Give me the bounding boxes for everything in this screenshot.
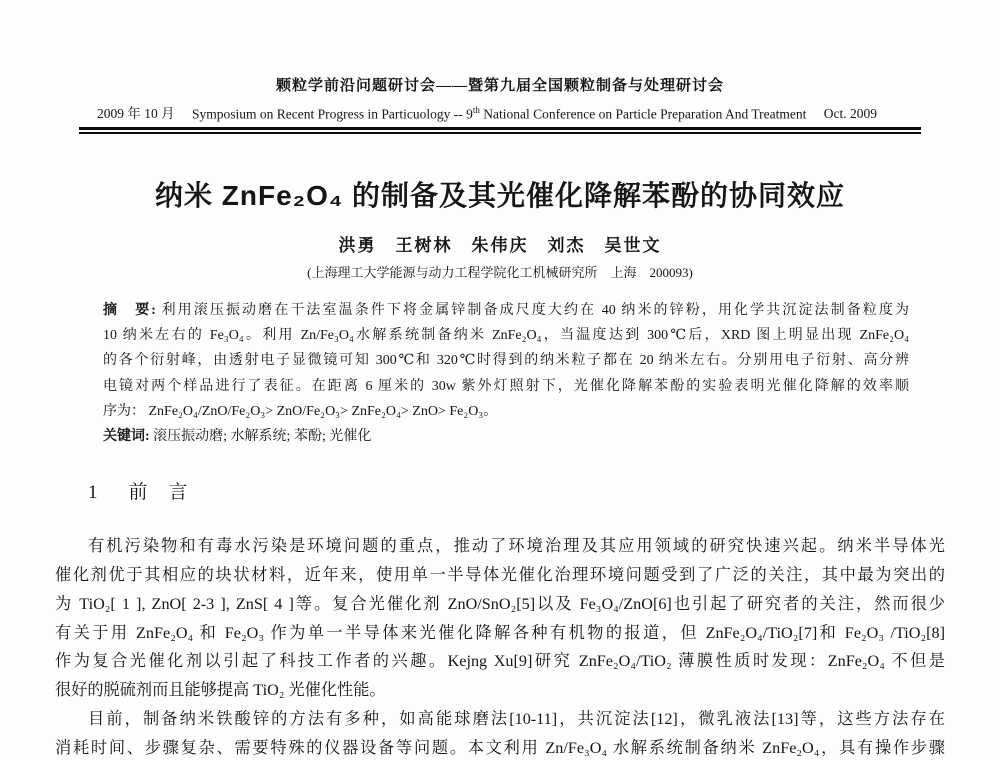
affiliation-line: (上海理工大学能源与动力工程学院化工机械研究所 上海 200093) — [307, 265, 693, 280]
abstract-line: 序为： ZnFe₂O₄/ZnO/Fe₂O₃> ZnO/Fe₂O₃> ZnFe₂O₄> ZnO> Fe₂O₃。 — [103, 403, 498, 419]
paragraph-line: 目前，制备纳米铁酸锌的方法有多种，如高能球磨法[10-11]，共沉淀法[12]，微乳液法[13]等，这些方法存在 — [88, 710, 945, 728]
abstract-text: 利用滚压振动磨在干法室温条件下将金属锌制备成尺度大约在 40 纳米的锌粉，用化学共沉淀法制备粒度为 — [161, 303, 910, 318]
paragraph-line: 为 TiO₂[ 1 ], ZnO[ 2-3 ], ZnS[ 4 ]等。复合光催化剂 ZnO/SnO₂[5]以及 Fe₃O₄/ZnO[6]也引起了研究者的关注，然而很少 — [55, 594, 945, 613]
paper-title: 纳米 ZnFe₂O₄ 的制备及其光催化降解苯酚的协同效应 — [154, 180, 845, 211]
abstract-block — [103, 298, 909, 449]
journal-info-line — [79, 102, 921, 122]
issue-date-en: Oct. 2009 — [823, 106, 877, 121]
abstract-line: 10 纳米左右的 Fe₃O₄。利用 Zn/Fe₃O₄水解系统制备纳米 ZnFe₂O₄，当温度达到 300℃后，XRD 图上明显出现 ZnFe₂O₄ — [103, 328, 909, 344]
ordinal-superscript: th — [472, 104, 480, 115]
paragraph-line: 消耗时间、步骤复杂、需要特殊的仪器设备等问题。本文利用 Zn/Fe₃O₄ 水解系统制备纳米 ZnFe₂O₄，具有操作步骤 — [55, 738, 945, 757]
section-title: 前 言 — [128, 482, 189, 504]
abstract-line: 的各个衍射峰，由透射电子显微镜可知 300℃和 320℃时得到的纳米粒子都在 20 纳米左右。分别用电子衍射、高分辨 — [103, 353, 909, 369]
paragraph-line: 催化剂优于其相应的块状材料，近年来，使用单一半导体光催化治理环境问题受到了广泛的关注，其中最为突出的 — [55, 566, 945, 585]
header-double-rule — [79, 127, 921, 134]
keywords-label: 关键词: — [103, 429, 154, 445]
conference-title-en-part1: Symposium on Recent Progress in Particuology -- 9 — [191, 106, 473, 121]
section-number: 1 — [88, 482, 99, 504]
conference-title-en-part2: National Conference on Particle Preparation And Treatment — [479, 106, 807, 121]
abstract-line: 电镜对两个样品进行了表征。在距离 6 厘米的 30w 紫外灯照射下，光催化降解苯酚的实验表明光催化降解的效率顺 — [103, 378, 909, 394]
paragraph-line: 很好的脱硫剂而且能够提高 TiO₂ 光催化性能。 — [55, 681, 386, 700]
section-heading — [88, 481, 1000, 505]
paragraph-line: 有关于用 ZnFe₂O₄ 和 Fe₂O₃ 作为单一半导体来光催化降解各种有机物的报道，但 ZnFe₂O₄/TiO₂[7]和 Fe₂O₃ /TiO₂[8] — [55, 623, 945, 642]
conference-title-cn: 颗粒学前沿问题研讨会——暨第九届全国颗粒制备与处理研讨会 — [275, 78, 724, 94]
introduction-text — [55, 532, 945, 760]
journal-header — [79, 0, 921, 134]
abstract-line — [103, 298, 909, 323]
keywords-line — [103, 424, 909, 449]
paragraph-line: 作为复合光催化剂以引起了科技工作者的兴趣。Kejng Xu[9]研究 ZnFe₂O₄/TiO₂ 薄膜性质时发现：ZnFe₂O₄ 不但是 — [55, 652, 945, 671]
keywords-text: 滚压振动磨; 水解系统; 苯酚; 光催化 — [153, 429, 372, 445]
abstract-label: 摘 要: — [103, 303, 162, 318]
paragraph-line: 有机污染物和有毒水污染是环境问题的重点，推动了环境治理及其应用领域的研究快速兴起。纳米半导体光 — [88, 537, 945, 556]
conference-title-en — [192, 105, 806, 123]
issue-date-cn: 2009 年 10 月 — [97, 106, 175, 121]
authors-line: 洪勇 王树林 朱伟庆 刘杰 吴世文 — [338, 236, 662, 255]
